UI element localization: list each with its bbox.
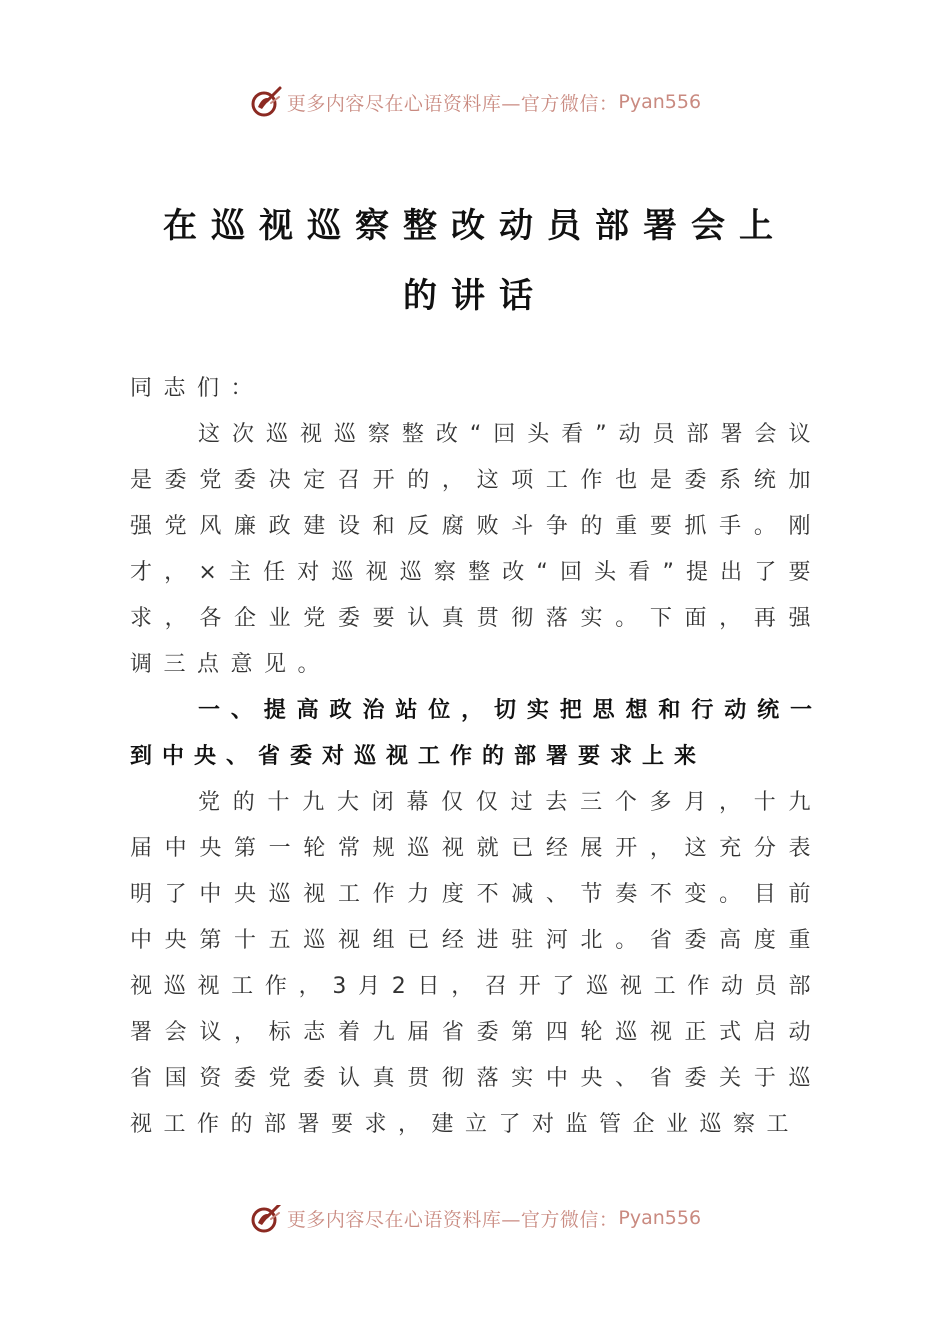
watermark-wechat-id: Pyan556 [618,1207,702,1229]
paragraph-intro: 这次巡视巡察整改“回头看”动员部署会议是委党委决定召开的，这项工作也是委系统加强党风廉政建设和反腐败斗争的重要抓手。刚才，×主任对巡视巡察整改“回头看”提出了要求，各企业党委要认真贯彻落实。下面，再强调三点意见。 [130,422,822,677]
watermark-text: 更多内容尽在心语资料库—官方微信： [286,1208,619,1231]
section-heading-1: 一、提高政治站位，切实把思想和行动统一到中央、省委对巡视工作的部署要求上来 [130,698,822,769]
pen-logo-icon [249,1205,283,1235]
watermark-header [0,82,950,122]
watermark-footer [0,1205,950,1239]
watermark-wechat-id: Pyan556 [618,91,702,113]
document-title-line-2: 的讲话 [403,276,547,316]
watermark-text: 更多内容尽在心语资料库—官方微信： [286,92,619,115]
pen-logo-icon [249,85,283,119]
greeting: 同志们： [130,376,265,401]
document-title-line-1: 在巡视巡察整改动员部署会上 [163,206,787,246]
paragraph-section-1: 党的十九大闭幕仅仅过去三个多月，十九届中央第一轮常规巡视就已经展开，这充分表明了中央巡视工作力度不减、节奏不变。目前中央第十五巡视组已经进驻河北。省委高度重视巡视工作，3月2日，召开了巡视工作动员部署会议，标志着九届省委第四轮巡视正式启动省国资委党委认真贯彻落实中央、省委关于巡视工作的部署要求，建立了对监管企业巡察工 [130,790,822,1137]
